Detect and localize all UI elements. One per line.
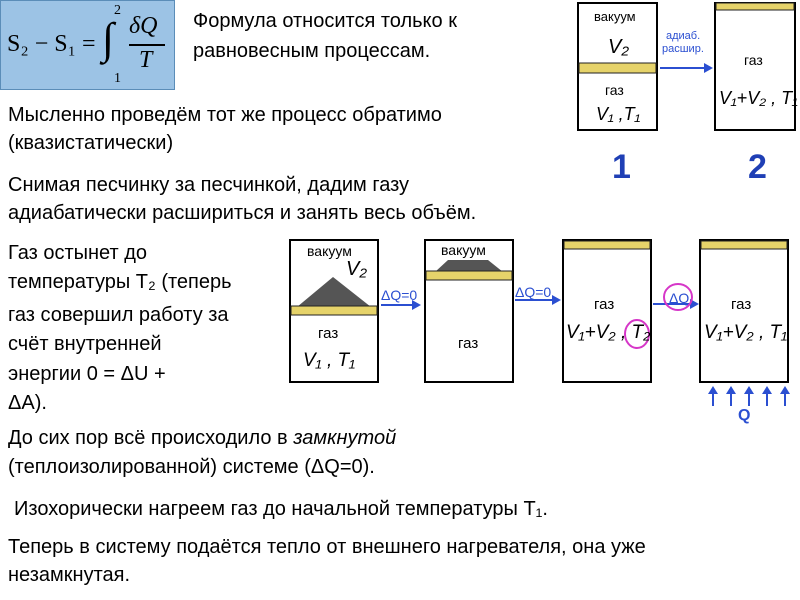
- p6-line-1: Теперь в систему подаётся тепло от внешнего нагревателя, она уже: [8, 536, 646, 558]
- mid-arrow2-head: [552, 295, 561, 305]
- intro-line-1: Формула относится только к: [193, 10, 457, 32]
- intro-line-2: равновесным процессам.: [193, 40, 431, 62]
- integral-lower-limit: 1: [114, 71, 121, 86]
- p3-line-3: газ совершил работу за: [8, 304, 229, 326]
- p2-line-2: адиабатически расшириться и занять весь объём.: [8, 202, 477, 224]
- p5: Изохорически нагреем газ до начальной температуры T₁.: [14, 498, 548, 520]
- p3-line-4: счёт внутренней: [8, 333, 162, 355]
- mid-arrow2-label: ΔQ=0: [515, 284, 552, 300]
- integral-upper-limit: 2: [114, 3, 121, 18]
- box2-piston: [716, 3, 794, 10]
- mid-box1-bottom-vars: V₁ , T₁: [303, 350, 356, 371]
- p3-line-2: температуры T₂ (теперь: [8, 271, 232, 293]
- box1-top-var: V₂: [608, 36, 629, 58]
- mid-arrow1-label: ΔQ=0: [381, 287, 418, 303]
- state-number-1: 1: [612, 148, 631, 186]
- formula-lhs: S₂ − S₁ =: [7, 31, 96, 57]
- p4-line-1-main: До сих пор всё происходило в: [8, 427, 294, 449]
- box2-vars: V₁+V₂ , T₁: [719, 88, 798, 108]
- p4-line-2: (теплоизолированной) системе (ΔQ=0).: [8, 456, 375, 478]
- p3-line-5: энергии 0 = ΔU +: [8, 363, 166, 385]
- mid-box1-top-var: V₂: [346, 258, 367, 280]
- p4-line-1-emph: замкнутой: [293, 427, 397, 449]
- mid-box1-piston: [291, 306, 377, 315]
- formula-numerator: δQ: [129, 13, 158, 39]
- integral-sign: ∫: [102, 14, 115, 63]
- mid-box4-piston: [701, 241, 787, 249]
- state-number-2: 2: [748, 148, 767, 186]
- p1-line-1: Мысленно проведём тот же процесс обратимо: [8, 104, 442, 126]
- mid-box1-top-label: вакуум: [307, 243, 352, 259]
- mid-box3-label: газ: [594, 296, 615, 313]
- box2-label: газ: [744, 52, 763, 68]
- box1-top-label: вакуум: [594, 9, 636, 24]
- mid-box2-top-label: вакуум: [441, 242, 486, 258]
- entropy-formula-box: [0, 0, 175, 90]
- p3-line-1: Газ остынет до: [8, 242, 148, 264]
- mid-box1-bottom-label: газ: [318, 325, 339, 342]
- mid-arrow3-label: ΔQ: [669, 290, 690, 306]
- p1-line-2: (квазистатически): [8, 132, 174, 154]
- box1-bottom-label: газ: [605, 82, 624, 98]
- mid-box3-vars: V₁+V₂ , T₂: [566, 322, 651, 343]
- p6-line-2: незамкнутая.: [8, 564, 131, 586]
- formula-denominator: T: [139, 47, 153, 73]
- mid-box4-vars: V₁+V₂ , T₁: [704, 322, 788, 343]
- adiabatic-label-2: расшир.: [662, 43, 704, 55]
- mid-box4-label: газ: [731, 296, 752, 313]
- heat-q-label: Q: [738, 407, 751, 424]
- mid-box2-piston: [426, 271, 512, 280]
- fraction-bar: [129, 44, 165, 46]
- mid-box2-bottom-label: газ: [458, 335, 479, 352]
- mid-box3-piston: [564, 241, 650, 249]
- box1-piston: [579, 63, 656, 73]
- adiabatic-arrow-head: [704, 63, 713, 73]
- p2-line-1: Снимая песчинку за песчинкой, дадим газу: [8, 174, 410, 196]
- adiabatic-label-1: адиаб.: [666, 30, 701, 42]
- heat-arrows: [708, 386, 790, 406]
- box1-bottom-vars: V₁ ,T₁: [596, 104, 641, 124]
- p3-line-6: ΔA).: [8, 392, 47, 414]
